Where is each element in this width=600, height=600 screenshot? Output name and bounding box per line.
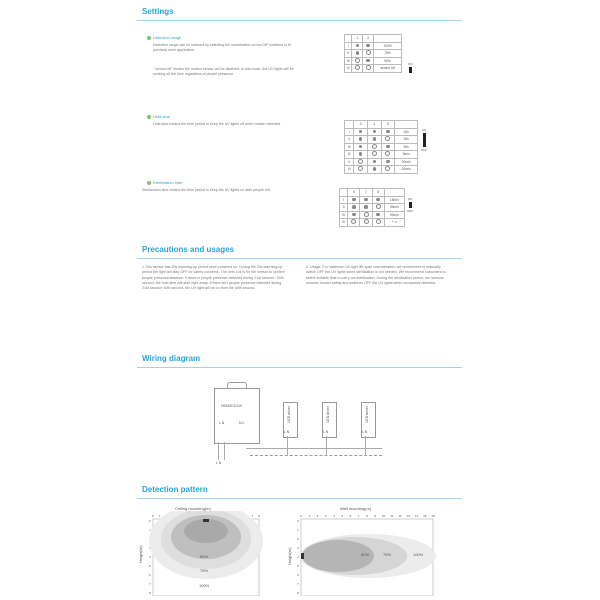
row-id: VI: [345, 166, 354, 174]
dip-switch-icon: ON: [408, 62, 413, 74]
row-value: 75%: [374, 50, 402, 58]
y-tick-label: 8: [149, 591, 151, 595]
x-tick-label: 1: [308, 514, 311, 518]
wall-caption: Wall mounting(m): [340, 506, 372, 511]
detection-range-heading: [147, 35, 181, 40]
table-header-cell: 8: [372, 189, 384, 197]
switch-off-dot: [355, 58, 360, 63]
row-id: V: [345, 158, 354, 166]
dip-switch-icon: ON OFF: [407, 197, 413, 213]
wall-label-75: 75%: [383, 552, 392, 557]
row-id: IV: [345, 151, 354, 159]
table-row: [340, 211, 405, 219]
wire-n: [224, 442, 225, 460]
row-value: + ∞: [384, 219, 404, 227]
table-row: [340, 204, 405, 212]
table-row: [345, 42, 402, 50]
switch-on-dot: [352, 198, 356, 202]
sterilization-heading: [147, 180, 182, 185]
hold-time-heading: [147, 114, 170, 119]
y-tick-label: 3: [297, 546, 299, 550]
bus-n: [246, 448, 382, 449]
table-header-cell: [384, 189, 404, 197]
table-row: [340, 196, 405, 204]
table-header-cell: 2: [363, 35, 374, 43]
table-row: [345, 65, 402, 73]
y-tick-label: 0: [149, 519, 151, 523]
led-driver-2: LED driver: [322, 402, 337, 438]
ceiling-caption: Ceiling mounting(m): [175, 506, 211, 511]
switch-on-dot: [373, 160, 377, 164]
ceiling-ylabel: Height(m): [138, 545, 143, 563]
ceiling-label-100: 100%: [199, 583, 210, 588]
led-driver-3: LED driver: [361, 402, 376, 438]
switch-on-dot: [366, 44, 370, 48]
x-tick-label: 12: [398, 514, 402, 518]
table-header-cell: 4: [368, 121, 382, 129]
row-value: 15min: [384, 196, 404, 204]
sterilization-label: Sterilization time: [153, 180, 183, 185]
switch-off-dot: [351, 219, 356, 224]
x-tick-label: 7: [251, 514, 254, 518]
dip-switch-icon: ON OFF: [421, 128, 427, 152]
drop-1: [287, 436, 288, 456]
switch-off-dot: [385, 151, 390, 156]
row-id: IV: [340, 219, 348, 227]
table-row: [345, 166, 418, 174]
sensor-module: [214, 388, 260, 444]
x-tick-label: 0: [300, 514, 302, 518]
terminal-nl: N L': [239, 421, 246, 425]
table-header-cell: 6: [348, 189, 360, 197]
switch-on-dot: [376, 198, 380, 202]
switch-off-dot: [366, 65, 371, 70]
switch-on-dot: [352, 205, 356, 209]
switch-on-dot: [373, 130, 377, 134]
switch-off-dot: [385, 166, 390, 171]
table-header-cell: 7: [360, 189, 372, 197]
ceiling-core: [184, 519, 228, 543]
driver2-ln: L N: [323, 430, 329, 434]
y-tick-label: 1: [297, 528, 299, 532]
x-tick-label: 8: [258, 514, 260, 518]
row-value: 20min: [395, 158, 418, 166]
driver1-ln: L N: [284, 430, 290, 434]
row-value: 50%: [374, 57, 402, 65]
table-header-cell: [374, 35, 402, 43]
wall-label-50: 50%: [361, 552, 370, 557]
row-value: 3min: [395, 151, 418, 159]
precaution-paragraph-1: 1.This sensor has 20s warming-up period when powered on. During the 20s warming-up period the light will stay OFF for safety concerns. The next 10s is for the sensor to confirm people presence/absence. If there is people presence detected during 21st second ~30th second, the hold-time will start right away. If there isn't people presence detected during 21st second~30th second, the UV light will be on from the 30th second.: [142, 265, 285, 291]
row-id: III: [340, 211, 348, 219]
row-id: I: [345, 42, 352, 50]
switch-on-dot: [364, 198, 368, 202]
row-value: 90s: [395, 143, 418, 151]
led-driver-1: LED driver: [283, 402, 298, 438]
x-tick-label: 16: [431, 514, 435, 518]
switch-off-dot: [372, 151, 377, 156]
row-id: IV: [345, 65, 352, 73]
switch-on-dot: [364, 205, 368, 209]
ceiling-label-75: 75%: [200, 568, 209, 573]
switch-off-dot: [372, 144, 377, 149]
x-tick-label: 9: [374, 514, 377, 518]
hold-time-table: [344, 120, 418, 174]
x-tick-label: 8: [152, 514, 154, 518]
switch-on-dot: [386, 145, 390, 149]
detection-divider: [137, 498, 462, 499]
bullet-icon: [147, 115, 151, 119]
table-header-cell: [345, 121, 354, 129]
table-header-cell: 1: [352, 35, 363, 43]
switch-off-dot: [364, 219, 369, 224]
sensor-icon: [203, 519, 209, 522]
table-header-cell: [395, 121, 418, 129]
x-tick-label: 7: [158, 514, 161, 518]
switch-off-dot: [366, 50, 371, 55]
row-id: II: [345, 50, 352, 58]
bus-l-dashed: [250, 455, 382, 456]
switch-off-dot: [385, 136, 390, 141]
x-tick-label: 2: [316, 514, 319, 518]
row-id: III: [345, 57, 352, 65]
x-tick-label: 5: [341, 514, 344, 518]
switch-on-dot: [386, 160, 390, 164]
driver3-ln: L N: [362, 430, 368, 434]
x-tick-label: 15: [423, 514, 427, 518]
table-row: [345, 136, 418, 144]
table-row: [345, 57, 402, 65]
sterilization-table: [339, 188, 405, 227]
bullet-icon: [147, 36, 151, 40]
switch-on-dot: [356, 44, 360, 48]
x-tick-label: 14: [414, 514, 419, 518]
table-row: [345, 151, 418, 159]
detection-title: Detection pattern: [142, 485, 208, 494]
table-header-cell: 5: [381, 121, 395, 129]
x-tick-label: 4: [333, 514, 335, 518]
row-value: 30min: [395, 166, 418, 174]
y-tick-label: 5: [149, 564, 151, 568]
row-id: I: [345, 128, 354, 136]
switch-off-dot: [376, 204, 381, 209]
x-tick-label: 8: [366, 514, 368, 518]
row-value: sensor off: [374, 65, 402, 73]
switch-off-dot: [364, 212, 369, 217]
sterilization-text: Sterilization time means the time period to keep the UV lights on after people left.: [142, 188, 271, 192]
switch-on-dot: [373, 167, 377, 171]
table-row: [345, 50, 402, 58]
switch-on-dot: [366, 59, 370, 63]
table-header-cell: [345, 35, 352, 43]
x-tick-label: 6: [349, 514, 352, 518]
x-tick-label: 11: [390, 514, 394, 518]
table-row: [345, 158, 418, 166]
drop-3: [365, 436, 366, 456]
switch-on-dot: [373, 137, 377, 141]
detection-range-text: Detection range can be reduced by selecting the combination on the DIP switches to fit precisely each application.: [153, 43, 291, 52]
switch-on-dot: [359, 137, 363, 141]
wiring-divider: [137, 367, 462, 368]
settings-divider: [137, 20, 462, 21]
switch-on-dot: [352, 213, 356, 217]
row-id: III: [345, 143, 354, 151]
switch-on-dot: [359, 130, 363, 134]
switch-off-dot: [358, 159, 363, 164]
x-tick-label: 3: [324, 514, 327, 518]
precaution-paragraph-2: 2. Usage: For maximum UV-light life span consideration, we recommend to manually switch OFF the UV lights when sterilization is not needed. We recommend customers to select suitable time to carry out sterilization. During the sterilization period, our sensors ensures human safety and switches OFF the UV lights when occupancy detected.: [306, 265, 446, 285]
row-value: 90min: [384, 211, 404, 219]
table-header-cell: [340, 189, 348, 197]
y-tick-label: 2: [297, 537, 299, 541]
device-label: HIM32DC/UV: [221, 404, 243, 408]
wiring-title: Wiring diagram: [142, 354, 201, 363]
y-tick-label: 0: [297, 519, 299, 523]
y-tick-label: 6: [297, 573, 299, 577]
switch-on-dot: [386, 130, 390, 134]
drop-2: [326, 436, 327, 456]
wire-l: [218, 442, 219, 460]
row-id: II: [345, 136, 354, 144]
x-tick-label: 7: [357, 514, 360, 518]
y-tick-label: 4: [297, 555, 299, 559]
detection-range-table: [344, 34, 402, 73]
wall-sensor-icon: [301, 553, 304, 559]
switch-on-dot: [359, 152, 363, 156]
row-id: I: [340, 196, 348, 204]
y-tick-label: 4: [149, 555, 151, 559]
hold-time-label: Hold-time: [153, 114, 171, 119]
row-value: 100%: [374, 42, 402, 50]
x-tick-label: 10: [381, 514, 386, 518]
y-tick-label: 7: [149, 582, 151, 586]
detection-range-label: Detection range: [153, 35, 182, 40]
precautions-title: Precautions and usages: [142, 245, 235, 254]
supply-ln-label: L N: [216, 461, 222, 465]
bullet-icon: [147, 181, 151, 185]
ceiling-label-50: 50%: [200, 554, 209, 559]
terminal-ln: L N: [219, 421, 225, 425]
wall-ylabel: Height(m): [287, 547, 292, 565]
row-value: 30s: [395, 136, 418, 144]
switch-on-dot: [359, 145, 363, 149]
precautions-divider: [137, 258, 462, 259]
y-tick-label: 7: [297, 582, 299, 586]
row-value: 10s: [395, 128, 418, 136]
wall-label-100: 100%: [413, 552, 424, 557]
switch-off-dot: [376, 219, 381, 224]
switch-on-dot: [376, 213, 380, 217]
switch-off-dot: [355, 65, 360, 70]
hold-time-text: Hold-time means the time period to keep the UV lights off when motion detected.: [153, 122, 282, 126]
switch-off-dot: [358, 166, 363, 171]
table-header-cell: 3: [354, 121, 368, 129]
table-row: [345, 128, 418, 136]
y-tick-label: 5: [297, 564, 299, 568]
y-tick-label: 6: [149, 573, 151, 577]
sensor-off-text: " sensor off" means the motion sensor will be disabled, in this mode, the UV lights will be working all the time regardless of people presence.: [153, 67, 294, 76]
switch-on-dot: [356, 51, 360, 55]
x-tick-label: 13: [406, 514, 410, 518]
y-tick-label: 8: [297, 591, 299, 595]
row-id: II: [340, 204, 348, 212]
table-row: [345, 143, 418, 151]
settings-title: Settings: [142, 7, 174, 16]
y-tick-label: 1: [149, 528, 151, 532]
table-row: [340, 219, 405, 227]
row-value: 30min: [384, 204, 404, 212]
